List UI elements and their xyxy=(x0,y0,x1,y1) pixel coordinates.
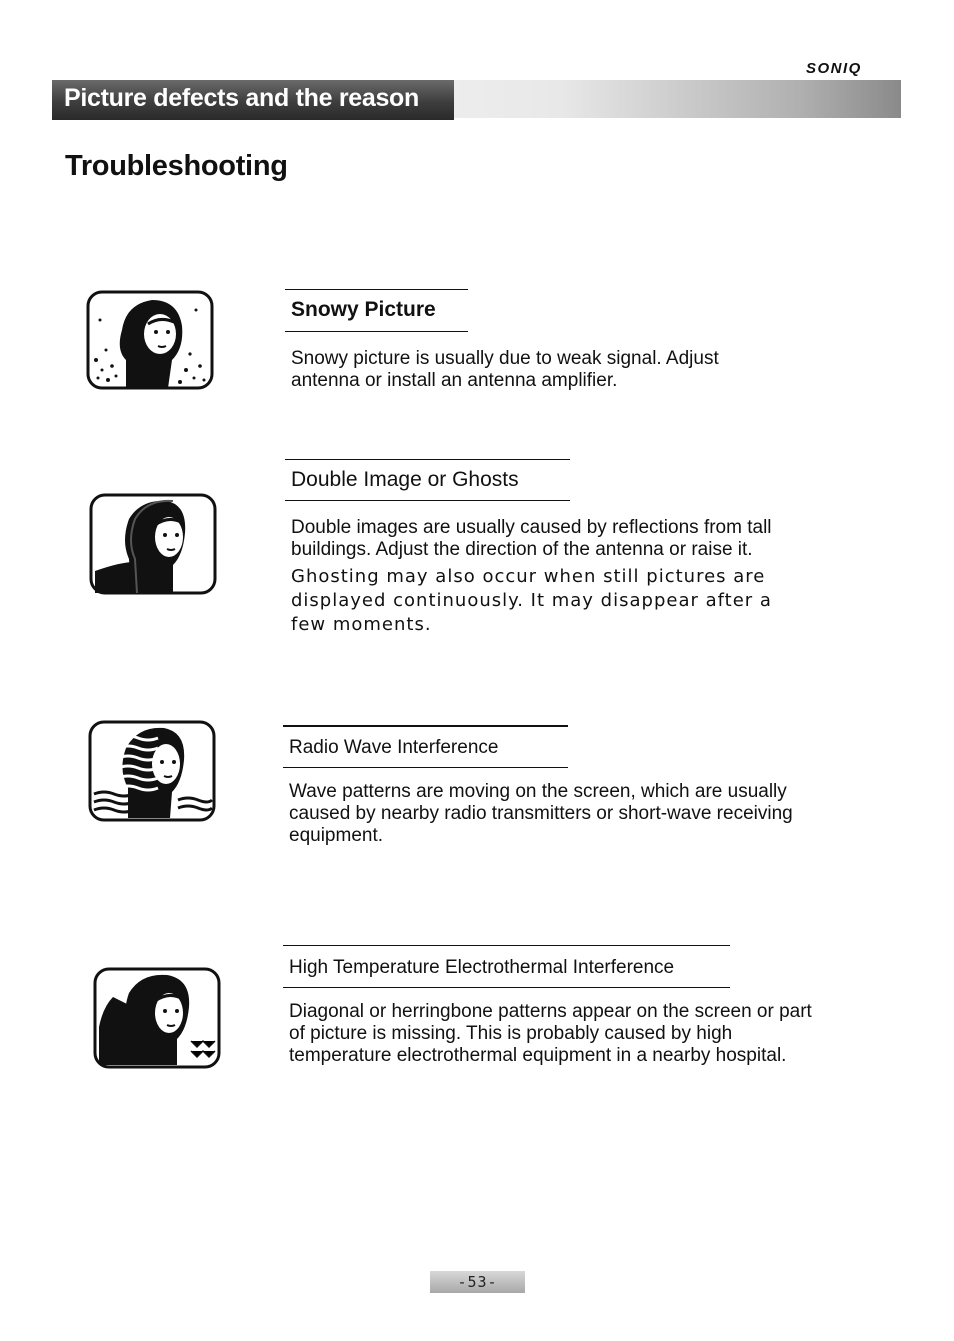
title-rule-top xyxy=(283,725,568,727)
item-title: High Temperature Electrothermal Interference xyxy=(289,957,675,978)
item-description-extra: Ghosting may also occur when still pictures are displayed continuously. It may disappear after a few moments. xyxy=(291,566,772,635)
item-description: Wave patterns are moving on the screen, which are usually caused by nearby radio transmitters or short-wave receiving equipment. xyxy=(289,781,793,846)
item-description: Diagonal or herringbone patterns appear on the screen or part of picture is missing. This is probably caused by high temperature electrothermal equipment in a nearby hospital. xyxy=(289,1001,812,1066)
title-rule-top xyxy=(285,459,570,460)
title-rule-top xyxy=(285,289,468,290)
item-title: Radio Wave Interference xyxy=(289,737,499,758)
tv-wave-interference-icon xyxy=(88,720,216,822)
item-description: Snowy picture is usually due to weak signal. Adjust antenna or install an antenna amplifier. xyxy=(291,348,719,391)
title-rule-bottom xyxy=(285,331,468,332)
tv-herringbone-interference-icon xyxy=(93,967,221,1069)
tv-ghost-image-icon xyxy=(89,493,217,595)
page-title: Troubleshooting xyxy=(65,150,288,182)
title-rule-bottom xyxy=(283,987,730,988)
item-title: Snowy Picture xyxy=(291,298,436,321)
title-rule-bottom xyxy=(285,500,570,501)
svg-text:SONIQ: SONIQ xyxy=(806,60,862,76)
title-rule-top xyxy=(283,945,730,946)
soniq-logo xyxy=(806,60,876,76)
item-description: Double images are usually caused by reflections from tall buildings. Adjust the direction of the antenna or raise it. Ghosting may also occur when still pictures are displayed continuously. It may disappear after a few moments. xyxy=(291,517,811,637)
title-rule-bottom xyxy=(283,767,568,768)
page-number: -53- xyxy=(430,1271,525,1293)
tv-snowy-picture-icon xyxy=(86,290,214,390)
section-title: Picture defects and the reason xyxy=(64,84,420,112)
item-title: Double Image or Ghosts xyxy=(291,468,519,491)
